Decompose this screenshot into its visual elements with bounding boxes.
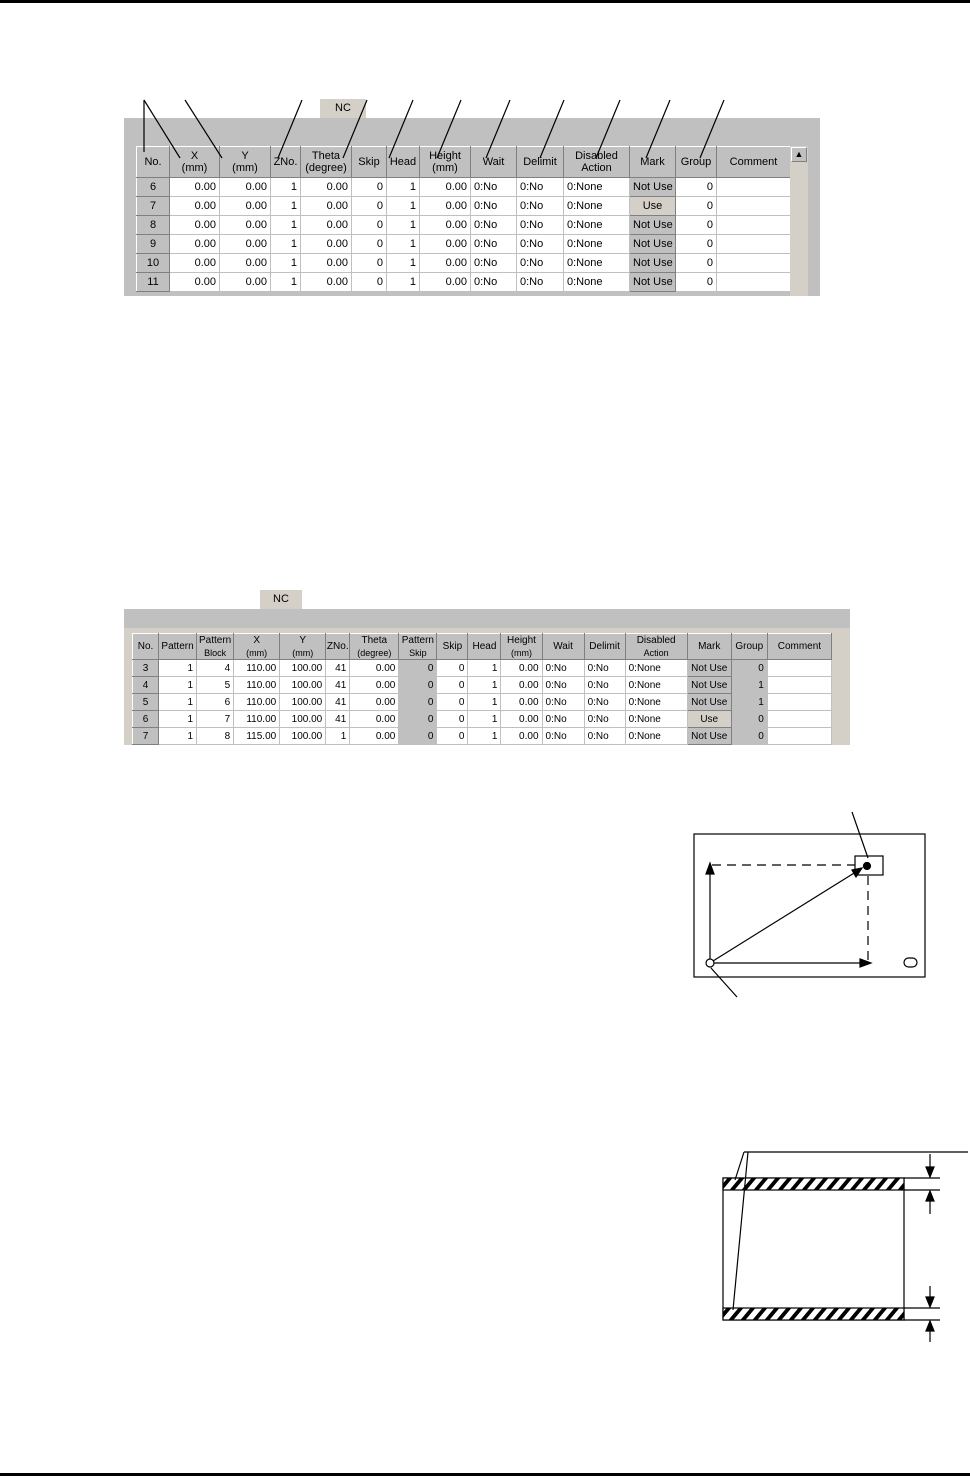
table-cell[interactable]: 0.00 (420, 197, 471, 216)
column-header-label: Disabled (575, 150, 618, 162)
table-cell[interactable]: 110.00 (234, 711, 280, 728)
table-cell[interactable]: 1 (387, 254, 420, 273)
table-cell[interactable]: 1 (159, 694, 197, 711)
board-body (723, 1178, 904, 1320)
column-header-sublabel: (degree) (357, 647, 392, 658)
table-cell[interactable]: 0:No (517, 197, 564, 216)
column-header-label: Pattern (161, 640, 194, 652)
table-cell[interactable]: 0:No (471, 254, 517, 273)
table-cell[interactable]: 1 (271, 273, 301, 292)
table-cell[interactable]: 0 (676, 235, 717, 254)
table-cell[interactable]: 0.00 (220, 273, 271, 292)
table-cell[interactable]: 0:No (517, 216, 564, 235)
table-cell[interactable]: 0.00 (420, 254, 471, 273)
table-cell[interactable]: 0.00 (420, 178, 471, 197)
mark-toggle-button[interactable]: Not Use (630, 235, 676, 254)
locating-hole (904, 958, 917, 967)
table-cell[interactable]: 0 (352, 254, 387, 273)
origin-point (706, 959, 714, 967)
table-cell[interactable]: 0.00 (501, 711, 542, 728)
table-cell[interactable]: 0.00 (170, 178, 220, 197)
table-cell[interactable]: 0:No (542, 728, 584, 745)
column-header-label: No. (144, 156, 162, 168)
column-header-sublabel: (mm) (181, 162, 208, 174)
table-cell[interactable]: 0 (352, 273, 387, 292)
table-cell[interactable]: 0:No (471, 273, 517, 292)
row-number-cell: 7 (133, 728, 159, 745)
table-cell[interactable]: 1 (387, 197, 420, 216)
table-cell[interactable]: 0.00 (350, 694, 399, 711)
label-leader-top (735, 1152, 744, 1180)
table-cell[interactable]: 0:None (625, 728, 687, 745)
table-cell[interactable]: 0 (399, 711, 437, 728)
table-cell[interactable]: 115.00 (234, 728, 280, 745)
row-number-cell: 7 (137, 197, 170, 216)
table-cell[interactable]: 0:No (584, 660, 625, 677)
table-cell[interactable]: 0.00 (301, 216, 352, 235)
table-cell[interactable]: 0:No (471, 178, 517, 197)
table-cell[interactable]: 0 (676, 254, 717, 273)
mark-toggle-button[interactable]: Not Use (630, 273, 676, 292)
column-header-label: Group (735, 640, 764, 652)
table-cell[interactable]: 0:No (471, 216, 517, 235)
table-cell[interactable]: 100.00 (280, 660, 326, 677)
row-number-cell: 3 (133, 660, 159, 677)
table-cell[interactable]: 0.00 (501, 677, 542, 694)
table-cell[interactable]: 0.00 (170, 197, 220, 216)
column-header-label: Skip (358, 156, 380, 168)
table-cell[interactable]: 41 (326, 694, 350, 711)
row-number-cell: 11 (137, 273, 170, 292)
table-cell[interactable]: 0.00 (220, 197, 271, 216)
column-header-label: X (253, 634, 260, 646)
table-cell[interactable]: 0:No (584, 694, 625, 711)
table-cell[interactable]: 1 (159, 660, 197, 677)
table-cell[interactable]: 0.00 (170, 235, 220, 254)
mark-toggle-button[interactable]: Use (630, 197, 676, 216)
table-cell[interactable]: 41 (326, 711, 350, 728)
table-cell[interactable]: 0 (676, 273, 717, 292)
table-cell[interactable]: 0:None (625, 694, 687, 711)
column-header-sublabel: (mm) (246, 647, 268, 658)
table-cell[interactable]: 0:No (584, 677, 625, 694)
row-number-cell: 9 (137, 235, 170, 254)
table-cell[interactable]: 110.00 (234, 660, 280, 677)
board-outline (694, 834, 925, 977)
mark-toggle-button[interactable]: Not Use (630, 216, 676, 235)
table-cell[interactable]: 100.00 (280, 711, 326, 728)
column-header-label: X (190, 150, 199, 162)
table-cell[interactable]: 5 (197, 677, 234, 694)
column-header-label: Wait (482, 156, 505, 168)
table-cell[interactable]: 0.00 (220, 235, 271, 254)
table-cell[interactable]: 0 (731, 711, 767, 728)
table-cell[interactable]: 1 (271, 235, 301, 254)
column-header-label: Height (429, 150, 461, 162)
table-cell[interactable]: 0.00 (301, 178, 352, 197)
table-cell[interactable]: 0:None (625, 711, 687, 728)
mark-toggle-button[interactable]: Not Use (630, 254, 676, 273)
table-cell[interactable]: 1 (387, 178, 420, 197)
column-header-label: Pattern (198, 634, 232, 646)
table-cell[interactable]: 0 (399, 660, 437, 677)
table-cell[interactable]: 1 (159, 677, 197, 694)
table-cell[interactable]: 0:None (564, 254, 630, 273)
column-header-label: Height (507, 634, 536, 646)
table-cell[interactable]: 0:None (564, 178, 630, 197)
board-coordinate-diagram (694, 812, 925, 997)
table-cell[interactable]: 0.00 (420, 273, 471, 292)
column-header-label: Delimit (589, 640, 620, 652)
table-cell[interactable]: 0.00 (301, 273, 352, 292)
column-header-sublabel: (mm) (292, 647, 314, 658)
column-header-sublabel: Action (643, 647, 669, 658)
table-cell[interactable]: 0:None (625, 660, 687, 677)
mark-toggle-button[interactable]: Use (687, 711, 731, 728)
column-header-label: ZNo. (326, 640, 349, 652)
table-cell[interactable]: 1 (468, 660, 501, 677)
table-cell[interactable]: 0.00 (301, 197, 352, 216)
diagonal-arrow (713, 870, 859, 961)
column-header-label: Disabled (636, 634, 676, 646)
table-cell[interactable]: 41 (326, 677, 350, 694)
table-cell[interactable]: 0:None (564, 273, 630, 292)
mark-point (864, 863, 871, 870)
table-cell[interactable]: 1 (387, 273, 420, 292)
table-cell[interactable]: 0 (399, 728, 437, 745)
table-cell[interactable]: 0 (352, 235, 387, 254)
mark-toggle-button[interactable]: Not Use (687, 677, 731, 694)
column-header-sublabel: (mm) (432, 162, 458, 174)
table-cell[interactable]: 0.00 (220, 254, 271, 273)
table-cell[interactable]: 1 (468, 677, 501, 694)
table-cell[interactable]: 4 (197, 660, 234, 677)
table-cell[interactable]: 0:No (584, 711, 625, 728)
table-cell[interactable]: 0 (437, 728, 468, 745)
table-cell[interactable]: 0:No (517, 235, 564, 254)
table-cell[interactable]: 0.00 (220, 216, 271, 235)
column-header-label: Mark (640, 156, 665, 168)
table-cell[interactable]: 0:No (542, 677, 584, 694)
table-cell[interactable]: 0:None (625, 677, 687, 694)
table-cell[interactable]: 0.00 (350, 660, 399, 677)
table-cell[interactable]: 100.00 (280, 677, 326, 694)
table-cell[interactable]: 1 (271, 197, 301, 216)
table-cell[interactable]: 100.00 (280, 694, 326, 711)
table-cell[interactable]: 8 (197, 728, 234, 745)
table-cell[interactable]: 110.00 (234, 677, 280, 694)
table-cell[interactable]: 100.00 (280, 728, 326, 745)
table-cell[interactable]: 1 (731, 694, 767, 711)
table-cell[interactable]: 0 (352, 197, 387, 216)
table-cell[interactable]: 0 (731, 728, 767, 745)
table-cell[interactable]: 0.00 (301, 254, 352, 273)
table-cell[interactable]: 0.00 (501, 660, 542, 677)
mark-toggle-button[interactable]: Not Use (687, 728, 731, 745)
column-header-label: Y (241, 150, 249, 162)
column-header-label: Head (389, 156, 417, 168)
table-cell[interactable]: 1 (159, 728, 197, 745)
table-cell[interactable]: 0:No (471, 197, 517, 216)
mark-toggle-button[interactable]: Not Use (630, 178, 676, 197)
table-cell[interactable]: 0.00 (170, 216, 220, 235)
table-cell[interactable]: 0 (437, 711, 468, 728)
column-header-label: Theta (361, 634, 388, 646)
table-cell[interactable]: 0:No (517, 178, 564, 197)
bottom-hatched-strip (723, 1308, 904, 1320)
column-header-label: Y (299, 634, 307, 646)
table-cell[interactable]: 0:No (542, 660, 584, 677)
table-cell[interactable]: 0:None (564, 216, 630, 235)
mark-leader-line (852, 812, 868, 858)
table-cell[interactable]: 0 (437, 660, 468, 677)
column-header-label: Theta (311, 150, 341, 162)
table-cell[interactable]: 1 (271, 216, 301, 235)
origin-leader-line (711, 968, 737, 997)
table-cell[interactable]: 0 (399, 677, 437, 694)
table-cell[interactable]: 0:None (564, 197, 630, 216)
table-cell[interactable]: 0 (437, 677, 468, 694)
table-cell[interactable]: 0.00 (220, 178, 271, 197)
table-cell[interactable]: 1 (468, 711, 501, 728)
table-cell[interactable]: 0:No (542, 694, 584, 711)
table-cell[interactable]: 1 (271, 178, 301, 197)
table-cell[interactable]: 0:No (471, 235, 517, 254)
row-number-cell: 6 (133, 711, 159, 728)
table-cell[interactable]: 0 (352, 178, 387, 197)
column-header-label: Wait (553, 640, 573, 652)
nc-tab-1[interactable]: NC (319, 98, 367, 118)
table-cell[interactable]: 0:No (542, 711, 584, 728)
table-cell[interactable]: 1 (271, 254, 301, 273)
table-cell[interactable]: 0:No (584, 728, 625, 745)
table-cell[interactable]: 0 (352, 216, 387, 235)
table-cell[interactable]: 1 (468, 694, 501, 711)
column-header-label: ZNo. (273, 156, 298, 168)
column-header-sublabel: Block (204, 647, 227, 658)
top-hatched-strip (723, 1178, 904, 1190)
row-number-cell: 8 (137, 216, 170, 235)
column-header-sublabel: Skip (409, 647, 427, 658)
table-cell[interactable]: 7 (197, 711, 234, 728)
table-cell[interactable]: 0.00 (350, 677, 399, 694)
table-cell[interactable]: 0 (731, 660, 767, 677)
mark-toggle-button[interactable]: Not Use (687, 694, 731, 711)
row-number-cell: 6 (137, 178, 170, 197)
table-cell[interactable]: 110.00 (234, 694, 280, 711)
table-cell[interactable]: 0.00 (350, 728, 399, 745)
nc-tab-2[interactable]: NC (259, 589, 303, 609)
table-cell[interactable]: 0.00 (170, 273, 220, 292)
table-cell[interactable]: 0 (676, 197, 717, 216)
column-header-label: Mark (698, 640, 721, 652)
column-header-sublabel: (degree) (305, 162, 347, 174)
table-cell[interactable]: 1 (731, 677, 767, 694)
table-cell[interactable]: 0.00 (301, 235, 352, 254)
table-cell[interactable]: 0.00 (350, 711, 399, 728)
table-cell[interactable]: 0 (676, 216, 717, 235)
table-cell[interactable]: 1 (387, 216, 420, 235)
table-cell[interactable]: 0 (437, 694, 468, 711)
table-cell[interactable]: 1 (326, 728, 350, 745)
column-header-label: Group (680, 156, 712, 168)
table-cell[interactable]: 0:None (564, 235, 630, 254)
column-header-label: Pattern (401, 634, 434, 646)
table-cell[interactable]: 6 (197, 694, 234, 711)
table-cell[interactable]: 0.00 (170, 254, 220, 273)
table-cell[interactable]: 1 (468, 728, 501, 745)
table-cell[interactable]: 1 (387, 235, 420, 254)
table-cell[interactable]: 0 (676, 178, 717, 197)
column-header-label: Skip (442, 640, 463, 652)
row-number-cell: 10 (137, 254, 170, 273)
column-header-label: Delimit (523, 156, 557, 168)
label-leader-bottom (733, 1152, 748, 1310)
scroll-up-icon[interactable]: ▲ (791, 147, 807, 162)
column-header-sublabel: (mm) (510, 647, 532, 658)
table-cell[interactable]: 0.00 (420, 235, 471, 254)
row-number-cell: 4 (133, 677, 159, 694)
column-header-sublabel: (mm) (232, 162, 258, 174)
table-cell[interactable]: 0:No (517, 254, 564, 273)
row-number-cell: 5 (133, 694, 159, 711)
table-cell[interactable]: 0.00 (501, 728, 542, 745)
table-cell[interactable]: 41 (326, 660, 350, 677)
column-header-label: No. (137, 640, 154, 652)
callout-lines (144, 100, 724, 158)
table-cell[interactable]: 0.00 (420, 216, 471, 235)
column-header-label: Comment (729, 156, 778, 168)
board-edge-clearance-diagram (723, 1152, 968, 1342)
table-cell[interactable]: 1 (159, 711, 197, 728)
table-cell[interactable]: 0 (399, 694, 437, 711)
column-header-label: Comment (777, 640, 822, 652)
table-cell[interactable]: 0.00 (501, 694, 542, 711)
column-header-label: Head (472, 640, 497, 652)
table-cell[interactable]: 0:No (517, 273, 564, 292)
mark-toggle-button[interactable]: Not Use (687, 660, 731, 677)
column-header-sublabel: Action (581, 162, 612, 174)
